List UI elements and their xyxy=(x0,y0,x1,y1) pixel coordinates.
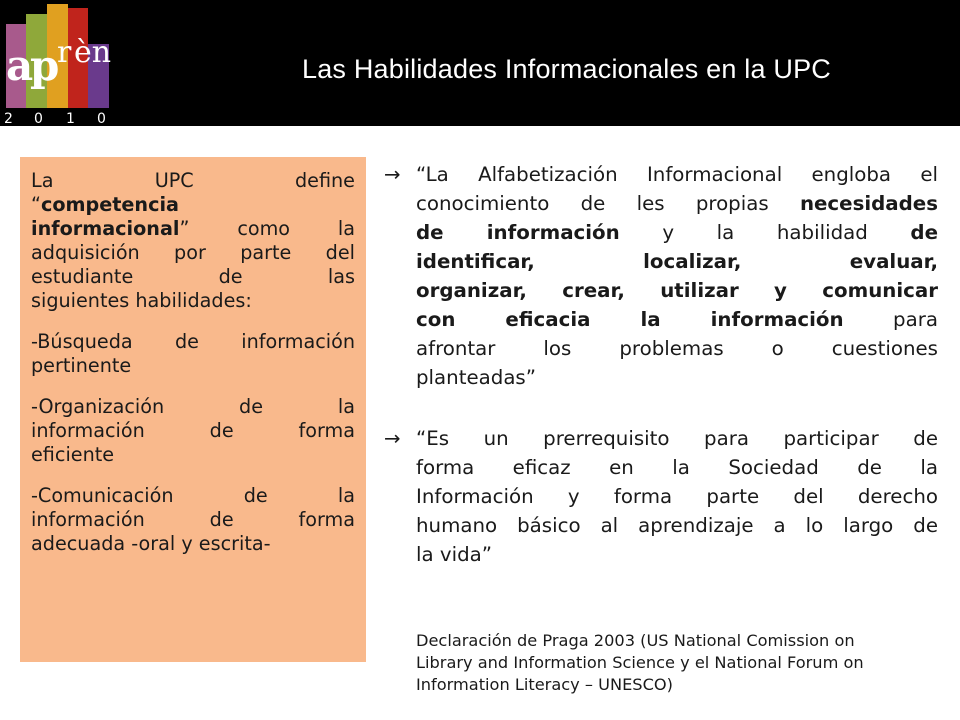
text-line: forma eficaz en la Sociedad de la xyxy=(416,456,938,479)
apren-2010-logo xyxy=(0,0,124,126)
text-span: y la habilidad xyxy=(619,221,911,244)
quote-alfabetizacion xyxy=(384,160,938,392)
text-line: -Comunicación de la xyxy=(31,484,355,507)
logo-year-digit-2: 0 xyxy=(34,111,43,126)
text-line: Information Literacy – UNESCO) xyxy=(416,675,673,694)
right-arrow-icon: → xyxy=(384,427,401,450)
bold-term: organizar, crear, utilizar y comunicar xyxy=(416,279,938,302)
slide-header xyxy=(0,0,960,126)
text-line: pertinente xyxy=(31,354,132,377)
text-span: para xyxy=(843,308,938,331)
text-line: planteadas” xyxy=(416,366,536,389)
logo-letters-en: èn xyxy=(74,35,112,70)
text-line xyxy=(416,305,938,334)
text-line: humano básico al aprendizaje a lo largo de xyxy=(416,514,938,537)
text-line: Información y forma parte del derecho xyxy=(416,485,938,508)
text-line: “Es un prerrequisito para participar de xyxy=(416,427,938,450)
text-line: adecuada -oral y escrita- xyxy=(31,532,271,555)
bold-term: competencia xyxy=(40,193,179,216)
text-line: siguientes habilidades: xyxy=(31,289,252,312)
slide-title: Las Habilidades Informacionales en la UPC xyxy=(302,54,831,84)
bold-term: de información xyxy=(416,221,620,244)
text-line: “La Alfabetización Informacional engloba el xyxy=(416,163,938,186)
bold-term: necesidades xyxy=(799,192,938,215)
text-line: La UPC define xyxy=(31,169,355,192)
bold-term: identificar, localizar, evaluar, xyxy=(416,250,938,273)
text-line: eficiente xyxy=(31,443,115,466)
text-line: información de forma xyxy=(31,508,355,531)
text-line: Declaración de Praga 2003 (US National Comission on xyxy=(416,631,855,650)
quote-prerrequisito xyxy=(384,424,938,569)
bold-term: informacional xyxy=(31,217,180,240)
text-line: -Organización de la xyxy=(31,395,355,418)
text-line: -Búsqueda de información xyxy=(31,330,355,353)
text-line: estudiante de las xyxy=(31,265,355,288)
logo-year-digit-4: 0 xyxy=(97,111,106,126)
skill-item-organization xyxy=(31,395,355,467)
text-line: información de forma xyxy=(31,419,355,442)
logo-letter-p: p xyxy=(30,41,60,90)
definition-intro xyxy=(31,169,355,313)
right-arrow-icon: → xyxy=(384,163,401,186)
text-line: la vida” xyxy=(416,543,493,566)
logo-year-digit-3: 1 xyxy=(66,111,75,126)
quotes-column xyxy=(384,160,938,569)
text-span: conocimiento de les propias xyxy=(416,192,800,215)
text-line: afrontar los problemas o cuestiones xyxy=(416,337,938,360)
text-line xyxy=(416,218,938,247)
text-line: Library and Information Science y el National Forum on xyxy=(416,653,864,672)
logo-letter-a: a xyxy=(6,41,34,90)
text-line: adquisición por parte del xyxy=(31,241,355,264)
definition-box xyxy=(20,157,366,662)
text-line xyxy=(31,217,355,241)
text-span: ” como la xyxy=(179,217,355,240)
text-line xyxy=(416,247,938,276)
bold-term: con eficacia la información xyxy=(416,308,844,331)
logo-year-digit-1: 2 xyxy=(4,111,13,126)
logo-letter-r: r xyxy=(57,35,72,70)
text-line xyxy=(416,189,938,218)
skill-item-search xyxy=(31,330,355,378)
text-line xyxy=(31,193,355,217)
bold-term: de xyxy=(910,221,938,244)
skill-item-communication xyxy=(31,484,355,556)
source-citation xyxy=(416,630,942,696)
open-quote: “ xyxy=(31,193,41,216)
text-line xyxy=(416,276,938,305)
